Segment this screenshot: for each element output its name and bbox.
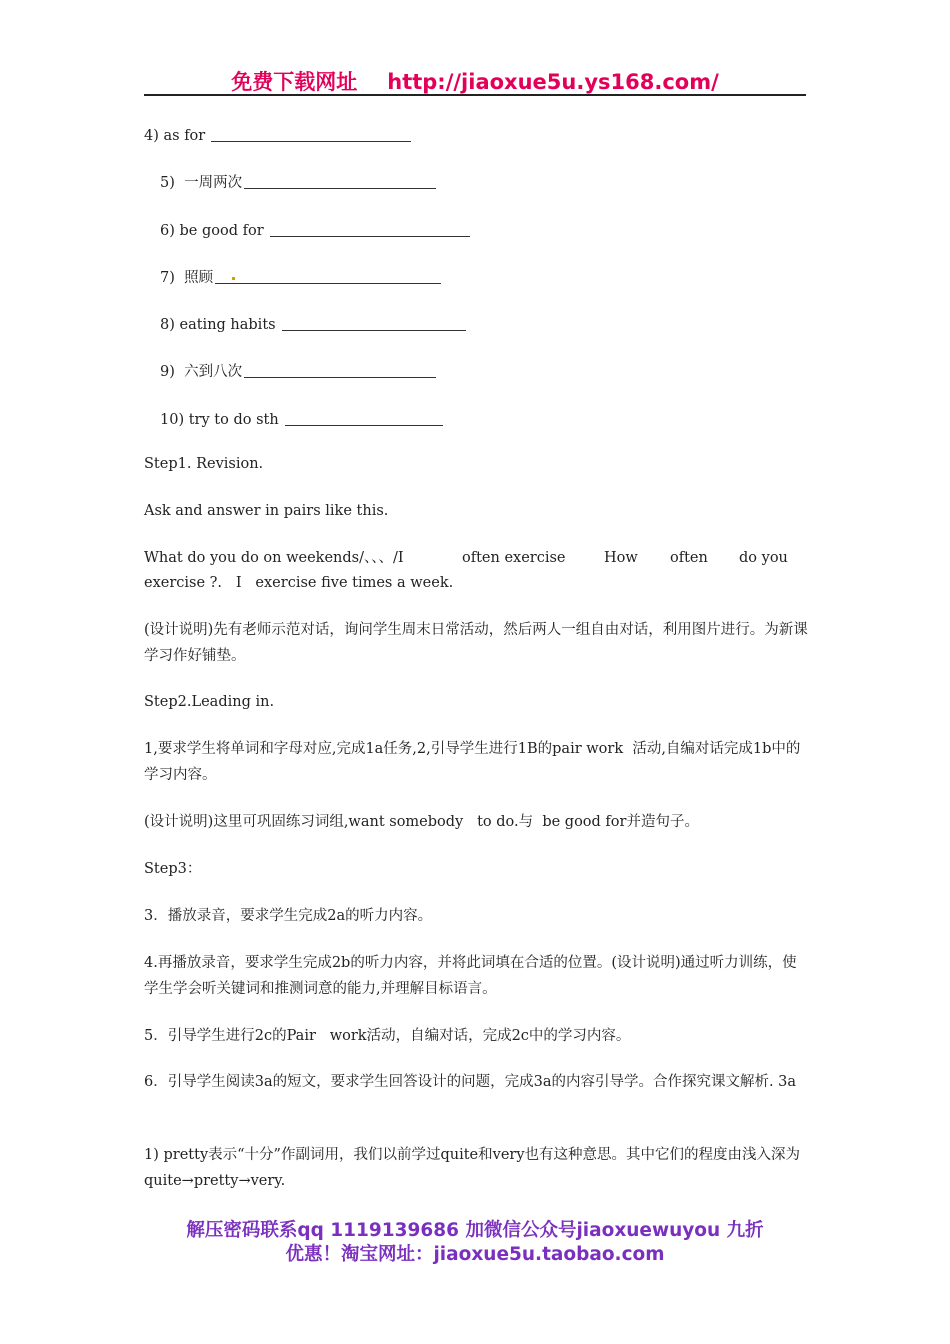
exercise-item-6: 6) be good for: [160, 218, 470, 241]
exercise-item-5: 5) 一周两次: [160, 170, 436, 193]
exercise-item-7: 7) 照顾: [160, 265, 441, 288]
header-label: 免费下载网址: [231, 70, 358, 94]
answer-blank[interactable]: [270, 220, 470, 237]
exercise-item-4: 4) as for: [144, 123, 411, 146]
page-header: [144, 66, 806, 94]
step1-design-note: (设计说明)先有老师示范对话，询问学生周末日常活动，然后两人一组自由对话，利用图片进行。为新课学习作好铺垫。: [144, 622, 808, 664]
step1-instruction: Ask and answer in pairs like this.: [144, 503, 389, 519]
step3-item-6: 6．引导学生阅读3a的短文，要求学生回答设计的问题，完成3a的内容引导学。合作探究课文解析. 3a: [144, 1074, 797, 1090]
step1-dialog-line2: exercise ?. I exercise five times a week.: [144, 575, 454, 591]
answer-blank[interactable]: [244, 361, 436, 378]
step3-title: Step3：: [144, 861, 202, 877]
footer-line-1: 解压密码联系qq 1119139686 加微信公众号jiaoxuewuyou 九折: [186, 1220, 764, 1241]
exercise-item-8: 8) eating habits: [160, 312, 466, 335]
step2-title: Step2.Leading in.: [144, 694, 275, 710]
answer-blank[interactable]: [211, 125, 411, 142]
answer-blank[interactable]: [244, 172, 436, 189]
step2-design-note: (设计说明)这里可巩固练习词组,want somebody to do.与 be good for并造句子。: [144, 814, 699, 830]
step2-task: 1,要求学生将单词和字母对应,完成1a任务,2,引导学生进行1B的pair work 活动,自编对话完成1b中的学习内容。: [144, 741, 801, 783]
answer-blank[interactable]: [215, 267, 441, 284]
exercise-item-9: 9) 六到八次: [160, 359, 436, 382]
step1-title: Step1. Revision.: [144, 456, 264, 472]
exercise-item-10: 10) try to do sth: [160, 407, 443, 430]
step1-dialog-line1: What do you do on weekends/、、、/I often exercise How often do you: [144, 550, 788, 566]
answer-blank[interactable]: [282, 314, 466, 331]
answer-blank[interactable]: [285, 409, 443, 426]
step3-item-5: 5．引导学生进行2c的Pair work活动，自编对话，完成2c中的学习内容。: [144, 1028, 631, 1044]
footer-line-2: 优惠！淘宝网址：jiaoxue5u.taobao.com: [285, 1244, 665, 1265]
step3-item-4: 4.再播放录音，要求学生完成2b的听力内容，并将此词填在合适的位置。(设计说明)通过听力训练，使学生学会听关键词和推测词意的能力,并理解目标语言。: [144, 955, 797, 997]
marker-dot: [232, 277, 235, 280]
step3-item-3: 3．播放录音，要求学生完成2a的听力内容。: [144, 908, 433, 924]
step3-note-1: 1) pretty表示“十分”作副词用，我们以前学过quite和very也有这种意思。其中它们的程度由浅入深为quite→pretty→very.: [144, 1147, 801, 1189]
header-divider: [144, 94, 806, 96]
header-url-link[interactable]: http://jiaoxue5u.ys168.com/: [387, 70, 719, 94]
